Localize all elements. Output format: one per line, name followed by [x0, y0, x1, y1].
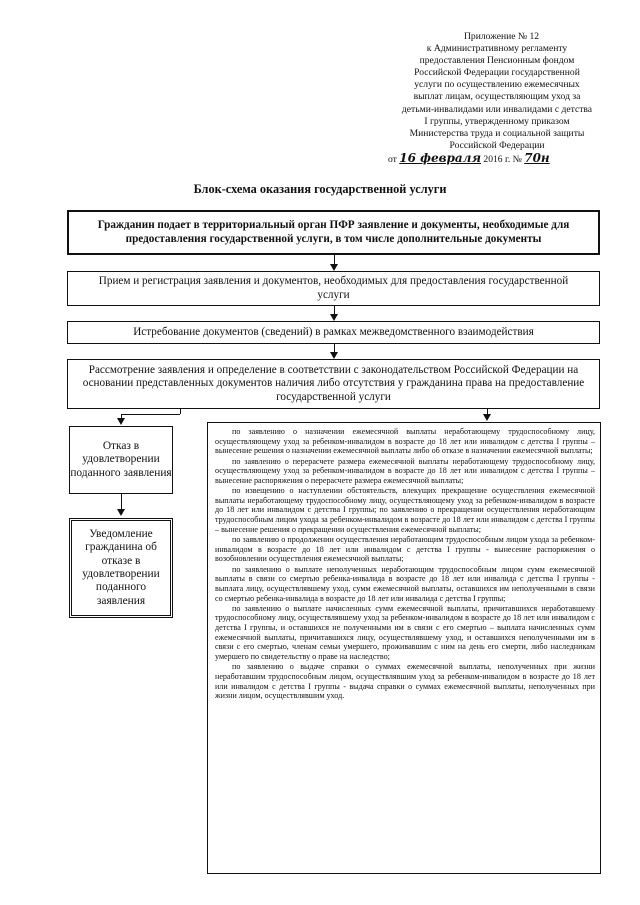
appendix-line: к Административному регламенту: [426, 43, 568, 55]
appendix-date-line: [388, 152, 602, 166]
flow-step-submit: Гражданин подает в территориальный орган ПФР заявление и документы, необходимые для предоставления государственной услуги, в том числе дополнительные документы: [67, 210, 600, 255]
arrow-down-icon: [330, 264, 338, 271]
arrow-down-icon: [330, 314, 338, 321]
case-item: по заявлению о назначении ежемесячной выплаты неработающему трудоспособному лицу, осуществляющему уход за ребенком-инвалидом в возрасте до 18 лет или инвалидом с детства I группы – вынесение решения о назначении ежемесячной выплаты либо об отказе в назначении ежемесячной выплаты;: [215, 427, 595, 456]
number-prefix: №: [512, 153, 522, 165]
case-item: по заявлению о выплате начисленных сумм ежемесячной выплаты, причитавшихся неработавшему трудоспособному лицу, осуществлявшему уход за ребенком-инвалидом в возрасте до 18 лет или инвалидом с детства I группы, и оставшихся не полученными им в связи с его смертью – выплата начисленных сумм ежемесячной выплаты, причитавшихся лицу, осуществлявшему уход, и оставшихся неполученными им в связи с его смертью, членам семьи умершего, проживавшим с ним на день его смерти, либо наследникам умершего по свидетельству о праве на наследство;: [215, 603, 595, 662]
appendix-line: Приложение № 12: [464, 31, 540, 42]
date-prefix: от: [388, 153, 397, 165]
case-item: по заявлению о перерасчете размера ежемесячной выплаты неработающему трудоспособному лицу, осуществляющему уход за ребенком-инвалидом в возрасте до 18 лет или инвалидом с детства I группы – вынесение распоряжения о перерасчете размера ежемесячной выплаты;: [215, 456, 595, 485]
appendix-header: [388, 31, 602, 166]
page-title: Блок-схема оказания государственной услуги: [193, 182, 447, 196]
connector-line: [334, 306, 335, 314]
connector-line: [121, 414, 180, 415]
handwritten-date: 16 февраля: [399, 150, 481, 165]
case-item: по извещению о наступлении обстоятельств, влекущих прекращение осуществления ежемесячной выплаты неработающему трудоспособному лицу, осуществляющему уход за ребенком-инвалидом в возрасте до 18 лет или инвалидом с детства I группы; по заявлению о прекращении осуществления неработающим трудоспособным лицом ухода за ребенком-инвалидом в возрасте до 18 лет или инвалидом с детства I группы – вынесение решения о прекращении осуществления ежемесячной выплаты;: [215, 486, 595, 534]
appendix-line: Российской Федерации государственной: [414, 67, 580, 79]
flow-notification: Уведомление гражданина об отказе в удовлетворении поданного заявления: [69, 518, 173, 618]
appendix-line: выплат лицам, осуществляющим уход за: [413, 91, 581, 103]
appendix-line: Российской Федерации: [449, 139, 545, 151]
appendix-line: детьми-инвалидами или инвалидами с детства: [401, 103, 593, 115]
case-item: по заявлению о выдаче справки о суммах ежемесячной выплаты, неполученных при жизни неработавшим трудоспособным лицом, осуществлявшим уход за ребенком-инвалидом в возрасте до 18 лет или инвалидом с детства I группы - выдача справки о суммах ежемесячной выплаты, неполученных при жизни лицом, осуществлявшим уход.: [215, 662, 595, 701]
case-item: по заявлению о продолжении осуществления неработающим трудоспособным лицом ухода за ребенком-инвалидом в возрасте до 18 лет или инвалидом с детства I группы - вынесение распоряжения о возобновлении осуществления ежемесячной выплаты;: [215, 535, 595, 564]
handwritten-number: 70н: [524, 150, 550, 165]
appendix-line: предоставления Пенсионным фондом: [419, 55, 575, 67]
connector-line: [334, 255, 335, 264]
flow-step-registration: Прием и регистрация заявления и документов, необходимых для предоставления государственной услуги: [67, 271, 600, 306]
flow-step-review: Рассмотрение заявления и определение в соответствии с законодательством Российской Федерации на основании представленных документов наличия либо отсутствия у гражданина права на предоставление государственной услуги: [67, 359, 600, 409]
connector-line: [180, 409, 181, 414]
connector-line: [334, 344, 335, 352]
case-item: по заявлению о выплате неполученных неработающим трудоспособным лицом сумм ежемесячной выплаты в связи со смертью ребенка-инвалида в возрасте до 18 лет или инвалида с детства I группы - выплата лицу, осуществлявшему уход, сумм ежемесячной выплаты, оставшихся им неполученными в связи со смертью ребенка-инвалида в возрасте до 18 лет или инвалида с детства I группы;: [215, 564, 595, 603]
flow-step-interagency: Истребование документов (сведений) в рамках межведомственного взаимодействия: [67, 321, 600, 344]
appendix-line: I группы, утвержденному приказом: [424, 115, 570, 127]
flow-cases-box: [207, 422, 601, 874]
arrow-down-icon: [117, 509, 125, 516]
arrow-down-icon: [483, 414, 491, 421]
arrow-down-icon: [117, 418, 125, 425]
arrow-down-icon: [330, 352, 338, 359]
appendix-line: Министерства труда и социальной защиты: [409, 127, 585, 139]
date-year: 2016 г.: [483, 153, 511, 165]
flow-refusal: Отказ в удовлетворении поданного заявления: [69, 426, 173, 494]
connector-line: [121, 494, 122, 510]
appendix-line: услуги по осуществлению ежемесячных: [414, 79, 580, 91]
